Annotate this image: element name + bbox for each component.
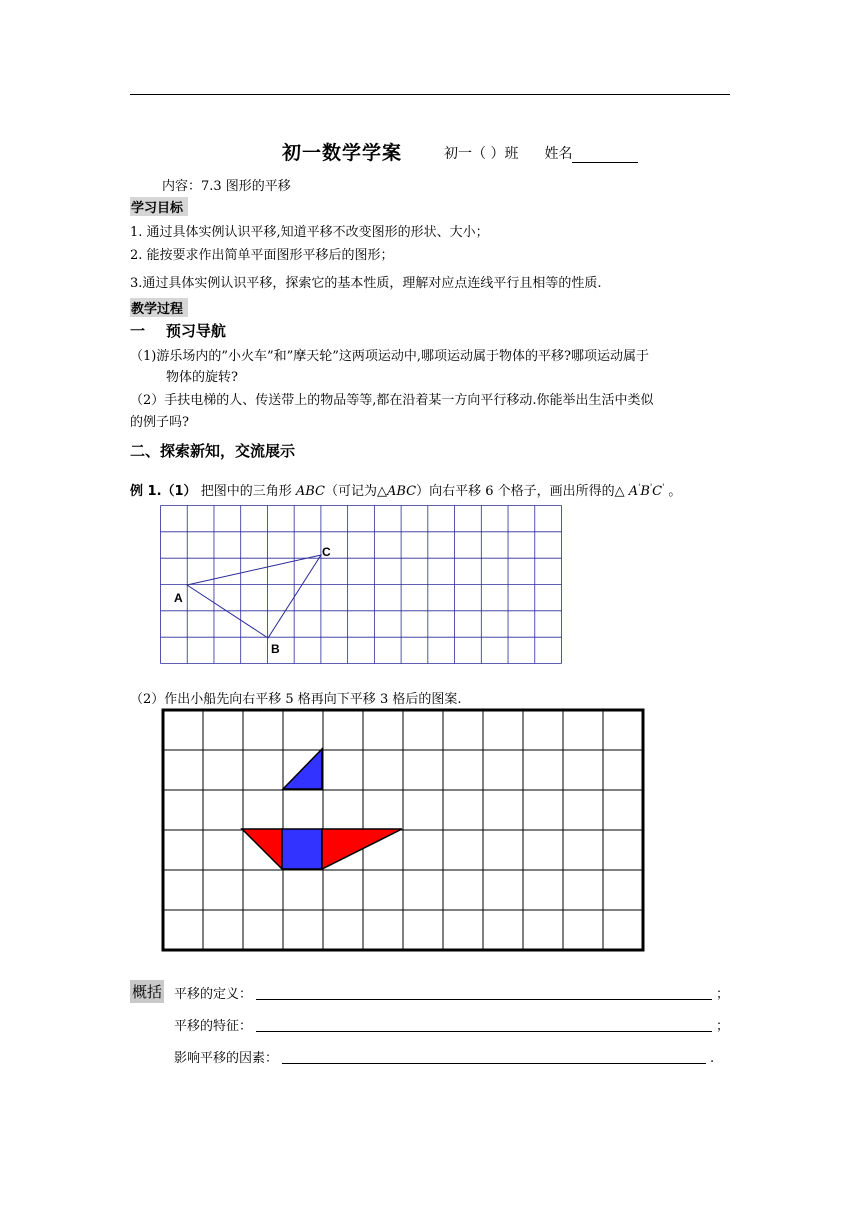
example1-text-a: 把图中的三角形 (196, 484, 296, 499)
boat-hull-center (282, 829, 322, 869)
feature-end: ； (716, 1019, 730, 1034)
q2-line2: 的例子吗? (130, 415, 189, 430)
grid1-lines (161, 506, 562, 664)
q2-line1: （2）手扶电梯的人、传送带上的物品等等,都在沿着某一方向平行移动.你能举出生活中类似 (130, 393, 654, 408)
summary-tag: 概括 (130, 980, 164, 1003)
section1-heading: 一 预习导航 (130, 322, 226, 340)
boat-sail (283, 749, 322, 789)
q1-line1: （1)游乐场内的”小火车”和”摩天轮”这两项运动中,哪项运动属于物体的平移?哪项运动属于 (130, 349, 650, 364)
feature-blank (256, 1019, 712, 1032)
example1-text-c: ）向右平移 6 个格子，画出所得的△ (416, 484, 629, 499)
goals-heading: 学习目标 (130, 197, 188, 216)
q1-line2: 物体的旋转? (166, 370, 238, 385)
name-blank (572, 148, 638, 163)
goal-item-1: 1. 通过具体实例认识平移,知道平移不改变图形的形状、大小； (130, 225, 489, 240)
definition-end: ； (716, 987, 730, 1002)
a-prime-letter: A (628, 484, 639, 499)
c-prime-mark: ' (662, 482, 665, 492)
example1-text-b: （可记为△ (324, 484, 387, 499)
process-heading: 教学过程 (130, 298, 188, 317)
a-prime-mark: ' (638, 482, 641, 492)
boat-grid (162, 709, 644, 951)
c-prime-letter: C (652, 484, 663, 499)
goal-item-2: 2. 能按要求作出简单平面图形平移后的图形； (130, 248, 394, 263)
example1-label: 例 1.（1） (130, 484, 197, 499)
example1-abc2: ABC (386, 484, 417, 499)
b-prime-mark: ' (649, 482, 653, 492)
page-title: 初一数学学案 (282, 142, 403, 164)
definition-line (174, 983, 729, 1002)
goal-item-3: 3.通过具体实例认识平移，探索它的基本性质，理解对应点连线平行且相等的性质. (130, 276, 602, 291)
content-line: 内容：7.3 图形的平移 (162, 179, 291, 194)
class-name-line (444, 143, 638, 163)
grid2-lines (163, 710, 643, 950)
factor-line (174, 1047, 714, 1066)
definition-blank (256, 987, 712, 1000)
factor-label: 影响平移的因素： (174, 1051, 279, 1066)
part2-text: （2）作出小船先向右平移 5 格再向下平移 3 格后的图案. (130, 692, 462, 707)
label-b: B (271, 642, 280, 656)
definition-label: 平移的定义： (174, 987, 253, 1002)
factor-end: . (710, 1051, 715, 1066)
top-rule (130, 94, 730, 95)
section2-heading: 二、探索新知，交流展示 (130, 442, 296, 460)
label-c: C (322, 545, 331, 559)
triangle-abc (187, 555, 321, 638)
feature-line (174, 1015, 729, 1034)
example1-line (130, 480, 681, 499)
b-prime-letter: B (640, 484, 650, 499)
triangle-grid (160, 505, 562, 665)
name-label: 姓名 (544, 146, 573, 162)
example1-end: 。 (664, 484, 682, 499)
boat-hull-left (242, 829, 282, 869)
class-label: 初一（ ）班 (444, 146, 519, 162)
label-a: A (174, 591, 183, 605)
factor-blank (282, 1051, 706, 1064)
boat-hull-right (322, 829, 402, 869)
feature-label: 平移的特征： (174, 1019, 253, 1034)
example1-abc: ABC (295, 484, 325, 499)
